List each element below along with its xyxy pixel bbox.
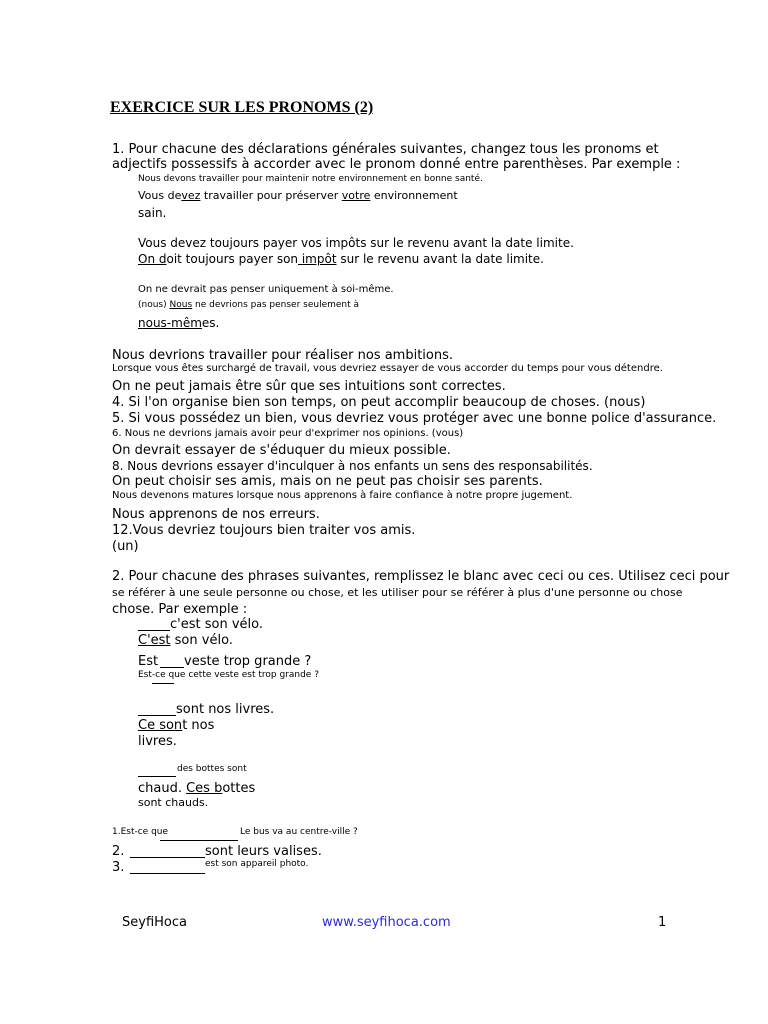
answer-underline bbox=[152, 683, 174, 684]
page-title: EXERCICE SUR LES PRONOMS (2) bbox=[110, 99, 374, 116]
s2-example2-answer: Est-ce que cette veste est trop grande ? bbox=[138, 670, 319, 680]
s2-example4-question: des bottes sont bbox=[177, 764, 247, 774]
item-text: 4. Si l'on organise bien son temps, on peut accomplir beaucoup de choses. (nous) bbox=[112, 395, 646, 410]
s2-example3-answer-line1: Ce sont nos bbox=[138, 718, 215, 733]
question1-part2: Le bus va au centre-ville ? bbox=[240, 827, 358, 837]
s2-example1-answer: C'est son vélo. bbox=[138, 633, 233, 648]
section2-intro-line3: chose. Par exemple : bbox=[112, 602, 248, 617]
answer-blank[interactable] bbox=[130, 873, 205, 874]
example3-answer-line2: nous-mêmes. bbox=[138, 316, 220, 330]
footer-author: SeyfiHoca bbox=[122, 915, 187, 930]
footer-page-number: 1 bbox=[658, 915, 667, 930]
item-text: On ne peut jamais être sûr que ses intuitions sont correctes. bbox=[112, 379, 506, 394]
item-text: On devrait essayer de s'éduquer du mieux possible. bbox=[112, 443, 451, 458]
example3-statement: On ne devrait pas penser uniquement à soi-même. bbox=[138, 284, 394, 295]
question3-number: 3. bbox=[112, 860, 125, 875]
answer-blank[interactable] bbox=[160, 667, 184, 668]
item-text: Nous apprenons de nos erreurs. bbox=[112, 507, 320, 522]
example1-answer-line1: Vous devez travailler pour préserver votre environnement bbox=[138, 189, 458, 202]
item-text: On peut choisir ses amis, mais on ne peut pas choisir ses parents. bbox=[112, 474, 543, 489]
example3-answer-line1: (nous) Nous ne devrions pas penser seulement à bbox=[138, 300, 360, 310]
example1-statement: Nous devons travailler pour maintenir notre environnement en bonne santé. bbox=[138, 174, 483, 184]
answer-blank[interactable] bbox=[138, 715, 176, 716]
footer-website-link[interactable]: www.seyfihoca.com bbox=[322, 915, 451, 930]
example2-statement: Vous devez toujours payer vos impôts sur le revenu avant la date limite. bbox=[138, 236, 574, 250]
answer-blank[interactable] bbox=[138, 776, 176, 777]
answer-blank[interactable] bbox=[130, 857, 205, 858]
section1-intro-line2: adjectifs possessifs à accorder avec le pronom donné entre parenthèses. Par exemple : bbox=[112, 157, 681, 172]
answer-blank[interactable] bbox=[138, 630, 170, 631]
s2-example3-answer-line2: livres. bbox=[138, 734, 177, 749]
item-text: Lorsque vous êtes surchargé de travail, vous devriez essayer de vous accorder du temps pour vous détendre. bbox=[112, 363, 663, 374]
question2-number: 2. bbox=[112, 844, 125, 859]
item-text: 6. Nous ne devrions jamais avoir peur d'exprimer nos opinions. (vous) bbox=[112, 428, 464, 439]
s2-example1-question: c'est son vélo. bbox=[170, 617, 263, 632]
item-text: 5. Si vous possédez un bien, vous devriez vous protéger avec une bonne police d'assurance. bbox=[112, 411, 717, 426]
s2-example2-question-part1: Est bbox=[138, 654, 159, 669]
question2-text: sont leurs valises. bbox=[205, 844, 322, 859]
question3-text: est son appareil photo. bbox=[205, 859, 309, 869]
s2-example4-answer-line2: sont chauds. bbox=[138, 796, 209, 809]
example2-answer: On doit toujours payer son impôt sur le revenu avant la date limite. bbox=[138, 252, 544, 266]
section1-intro-line1: 1. Pour chacune des déclarations générales suivantes, changez tous les pronoms et bbox=[112, 142, 659, 157]
s2-example3-question: sont nos livres. bbox=[176, 702, 275, 717]
section2-intro-line2: se référer à une seule personne ou chose, et les utiliser pour se référer à plus d'une personne ou chose bbox=[112, 586, 683, 599]
s2-example2-question-part2: veste trop grande ? bbox=[184, 654, 312, 669]
question1-part1: 1.Est-ce que bbox=[112, 827, 169, 837]
s2-example4-answer-line1: chaud. Ces bottes bbox=[138, 781, 256, 796]
item-text: Nous devenons matures lorsque nous apprenons à faire confiance à notre propre jugement. bbox=[112, 490, 573, 501]
answer-blank[interactable] bbox=[160, 840, 238, 841]
item-text: 8. Nous devrions essayer d'inculquer à nos enfants un sens des responsabilités. bbox=[112, 459, 593, 473]
item-text: Nous devrions travailler pour réaliser nos ambitions. bbox=[112, 348, 454, 363]
section2-intro-line1: 2. Pour chacune des phrases suivantes, remplissez le blanc avec ceci ou ces. Utilisez ceci pour bbox=[112, 569, 730, 584]
example1-answer-line2: sain. bbox=[138, 206, 167, 220]
item-text: (un) bbox=[112, 539, 139, 554]
item-text: 12.Vous devriez toujours bien traiter vos amis. bbox=[112, 523, 416, 538]
